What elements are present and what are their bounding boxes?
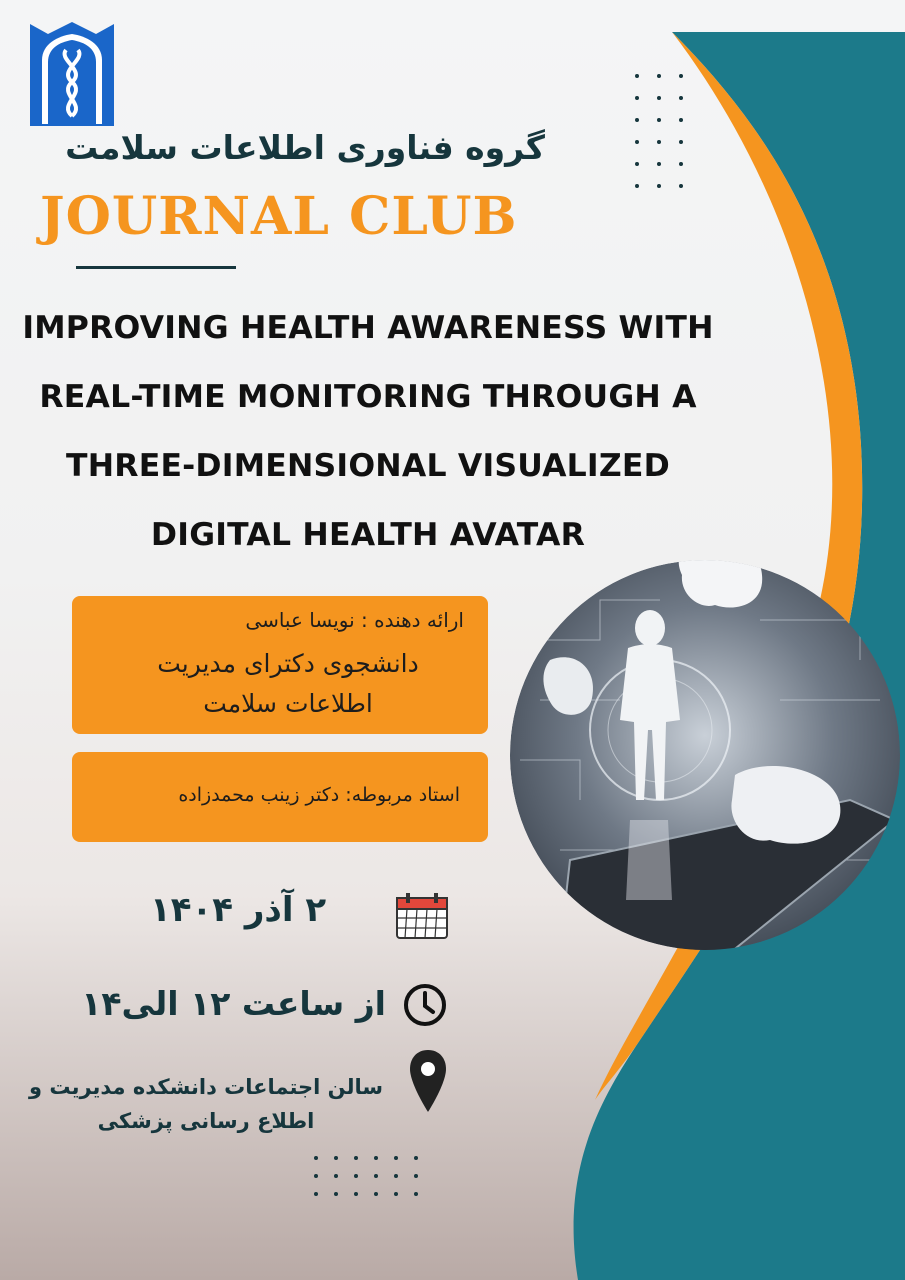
- title-divider: [76, 266, 236, 269]
- presenter-role-line: دانشجوی دکترای مدیریت: [157, 649, 419, 678]
- group-title: گروه فناوری اطلاعات سلامت: [65, 128, 545, 167]
- supervisor-text: استاد مربوطه: دکتر زینب محمدزاده: [178, 784, 460, 806]
- paper-title-line: REAL-TIME MONITORING THROUGH A: [39, 379, 697, 415]
- presenter-role: [118, 644, 458, 724]
- clock-icon: [402, 982, 448, 1028]
- event-time: از ساعت ۱۲ الی۱۴: [81, 984, 386, 1023]
- supervisor-box: [72, 752, 488, 842]
- paper-title-line: THREE-DIMENSIONAL VISUALIZED: [66, 448, 670, 484]
- paper-title-line: IMPROVING HEALTH AWARENESS WITH: [22, 310, 714, 346]
- location-line: اطلاع رسانی پزشکی: [97, 1109, 315, 1133]
- presenter-role-line: اطلاعات سلامت: [203, 689, 373, 718]
- presenter-box: [72, 596, 488, 734]
- paper-title: [12, 294, 724, 570]
- event-title: JOURNAL CLUB: [40, 186, 518, 247]
- location-line: سالن اجتماعات دانشکده مدیریت و: [29, 1075, 383, 1099]
- presenter-label: ارائه دهنده : نویسا عباسی: [245, 608, 464, 632]
- calendar-icon: [394, 892, 452, 942]
- dot-grid-bottom: [314, 1156, 418, 1196]
- university-logo-icon: [28, 20, 116, 128]
- location-pin-icon: [408, 1048, 448, 1114]
- dot-grid-top: [635, 74, 683, 188]
- paper-title-line: DIGITAL HEALTH AVATAR: [150, 517, 586, 553]
- event-location: [10, 1070, 402, 1138]
- event-date: ۲ آذر ۱۴۰۴: [150, 890, 327, 930]
